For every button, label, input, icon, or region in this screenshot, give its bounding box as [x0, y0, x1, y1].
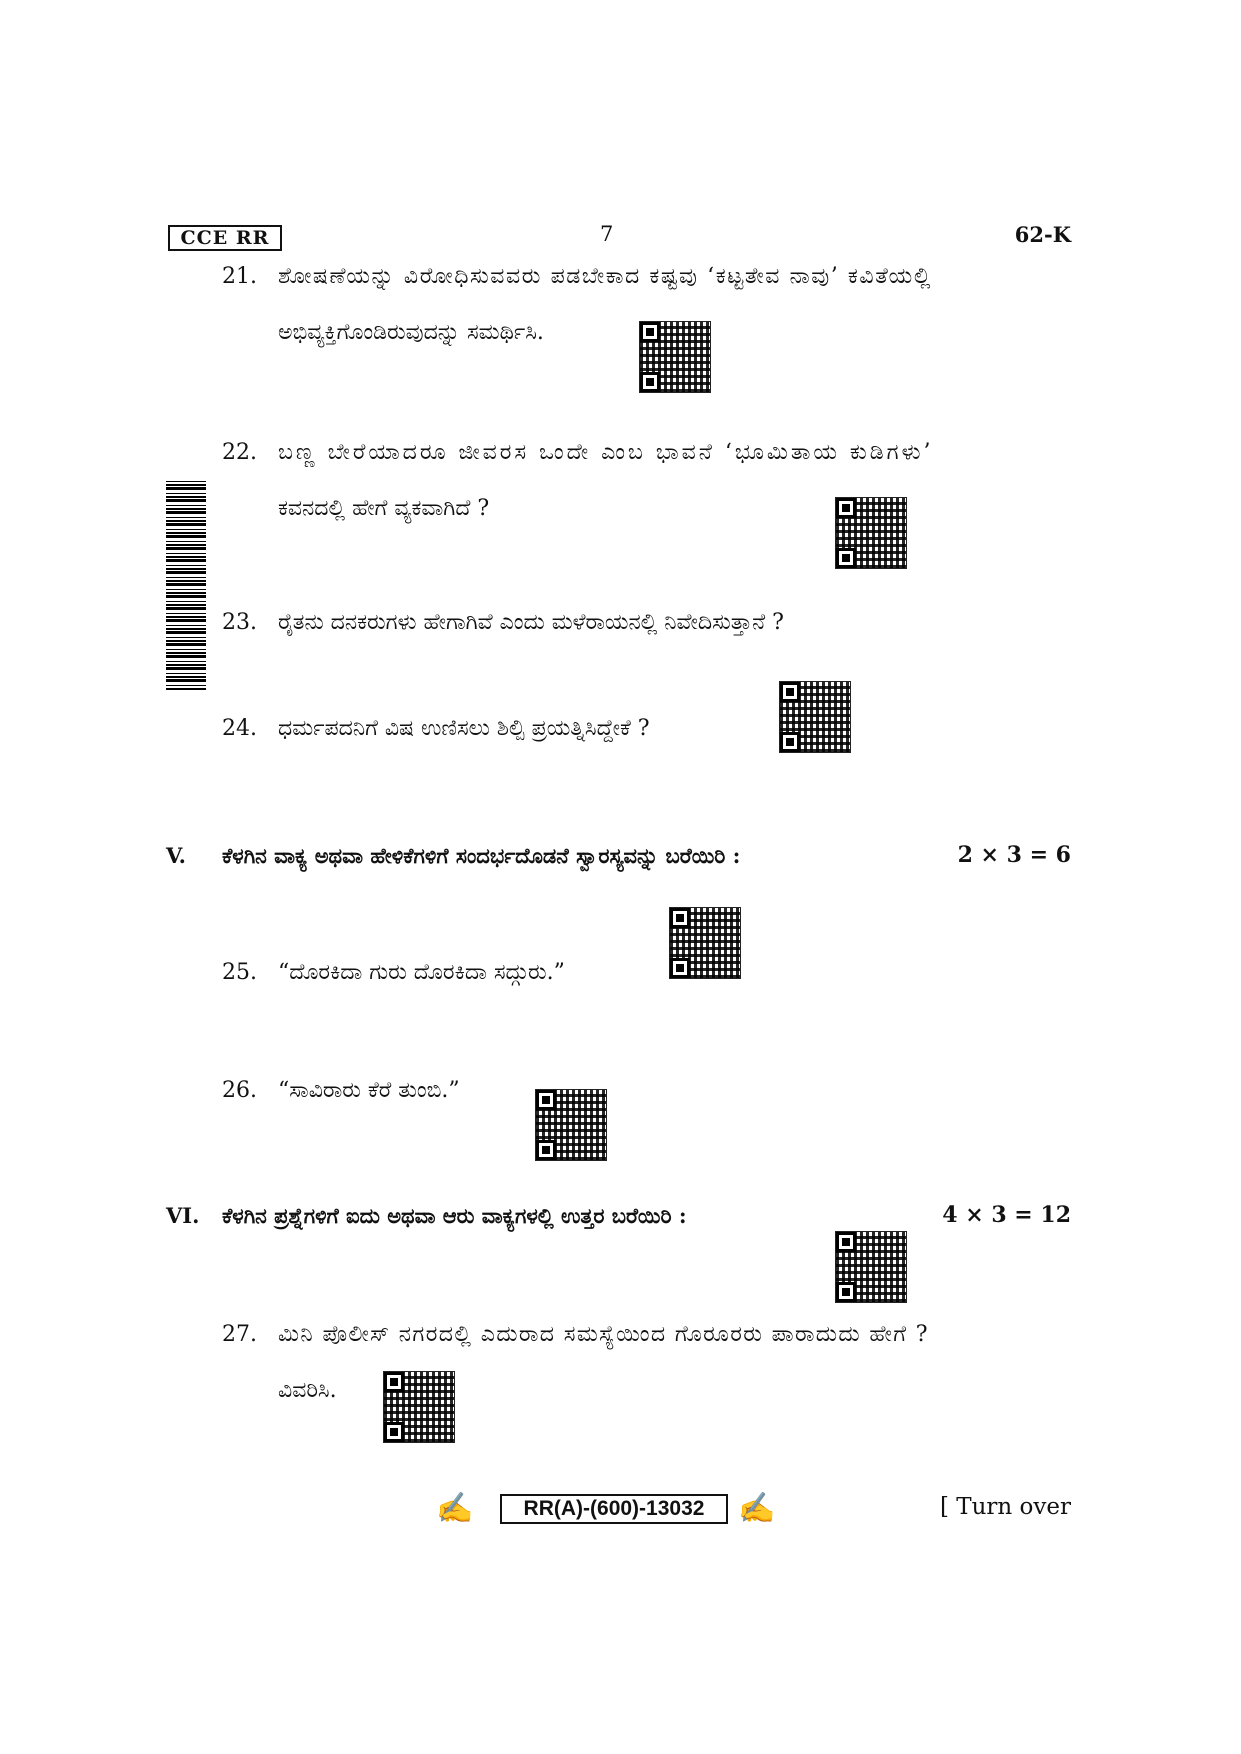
question-26: [222, 1076, 822, 1110]
paper-code: 62-K: [1014, 222, 1071, 247]
page-number: 7: [600, 222, 614, 246]
question-number: 23.: [222, 610, 257, 635]
question-text: ಧರ್ಮಪದನಿಗೆ ವಿಷ ಉಣಿಸಲು ಶಿಲ್ಪಿ ಪ್ರಯತ್ನಿಸಿದ್ದೇಕೆ ?: [278, 716, 650, 741]
question-25: [222, 958, 822, 992]
qr-code-icon: [836, 1232, 906, 1302]
qr-code-icon: [780, 682, 850, 752]
question-number: 24.: [222, 716, 257, 741]
writing-hand-icon: ✍: [436, 1491, 474, 1526]
question-text-line1: ಶೋಷಣೆಯನ್ನು ವಿರೋಧಿಸುವವರು ಪಡಬೇಕಾದ ಕಷ್ಟವು ‘ಕಟ್ಟತೇವ ನಾವು’ ಕವಿತೆಯಲ್ಲಿ: [278, 264, 933, 289]
section-vi-marks: 4 × 3 = 12: [942, 1202, 1071, 1228]
question-text-line2: ವಿವರಿಸಿ.: [278, 1378, 337, 1403]
section-v-numeral: V.: [166, 843, 186, 868]
qr-code-icon: [640, 322, 710, 392]
question-text: “ದೊರಕಿದಾ ಗುರು ದೊರಕಿದಾ ಸದ್ಗುರು.”: [278, 960, 565, 985]
question-number: 27.: [222, 1322, 257, 1347]
turn-over-label: [ Turn over: [939, 1494, 1071, 1520]
question-number: 22.: [222, 440, 257, 465]
section-v-marks: 2 × 3 = 6: [957, 842, 1071, 868]
question-text: ರೈತನು ದನಕರುಗಳು ಹೇಗಾಗಿವೆ ಎಂದು ಮಳೆರಾಯನಲ್ಲಿ ನಿವೇದಿಸುತ್ತಾನೆ ?: [278, 610, 784, 635]
qr-code-icon: [836, 498, 906, 568]
booklet-code: RR(A)-(600)-13032: [500, 1494, 728, 1524]
question-number: 26.: [222, 1078, 257, 1103]
question-number: 21.: [222, 264, 257, 289]
question-text: “ಸಾವಿರಾರು ಕೆರೆ ತುಂಬಿ.”: [278, 1078, 460, 1103]
question-text-line1: ಮಿನಿ ಪೊಲೀಸ್ ನಗರದಲ್ಲಿ ಎದುರಾದ ಸಮಸ್ಯೆಯಿಂದ ಗೊರೂರರು ಪಾರಾದುದು ಹೇಗೆ ?: [278, 1322, 929, 1347]
paper-series-box: CCE RR: [168, 225, 282, 251]
question-number: 25.: [222, 960, 257, 985]
writing-hand-icon: ✍: [738, 1491, 776, 1526]
question-24: [222, 714, 1082, 748]
question-27: [222, 1320, 1082, 1403]
question-text-line1: ಬಣ್ಣ ಬೇರೆಯಾದರೂ ಜೀವರಸ ಒಂದೇ ಎಂಬ ಭಾವನೆ ‘ಭೂಮಿತಾಯ ಕುಡಿಗಳು’: [278, 440, 934, 465]
qr-code-icon: [384, 1372, 454, 1442]
question-text-line2: ಕವನದಲ್ಲಿ ಹೇಗೆ ವ್ಯಕವಾಗಿದೆ ?: [278, 496, 490, 521]
section-vi-numeral: VI.: [166, 1203, 200, 1228]
question-22: [222, 438, 1082, 521]
section-vi-instruction: ಕೆಳಗಿನ ಪ್ರಶ್ನೆಗಳಿಗೆ ಐದು ಅಥವಾ ಆರು ವಾಕ್ಯಗಳಲ್ಲಿ ಉತ್ತರ ಬರೆಯಿರಿ :: [222, 1203, 687, 1228]
qr-code-icon: [536, 1090, 606, 1160]
section-v-instruction: ಕೆಳಗಿನ ವಾಕ್ಯ ಅಥವಾ ಹೇಳಿಕೆಗಳಿಗೆ ಸಂದರ್ಭದೊಡನೆ ಸ್ವಾರಸ್ಯವನ್ನು ಬರೆಯಿರಿ :: [222, 843, 741, 868]
question-23: [222, 608, 1082, 642]
question-text-line2: ಅಭಿವ್ಯಕ್ತಿಗೊಂಡಿರುವುದನ್ನು ಸಮರ್ಥಿಸಿ.: [278, 320, 544, 345]
barcode-strip: [166, 480, 206, 690]
